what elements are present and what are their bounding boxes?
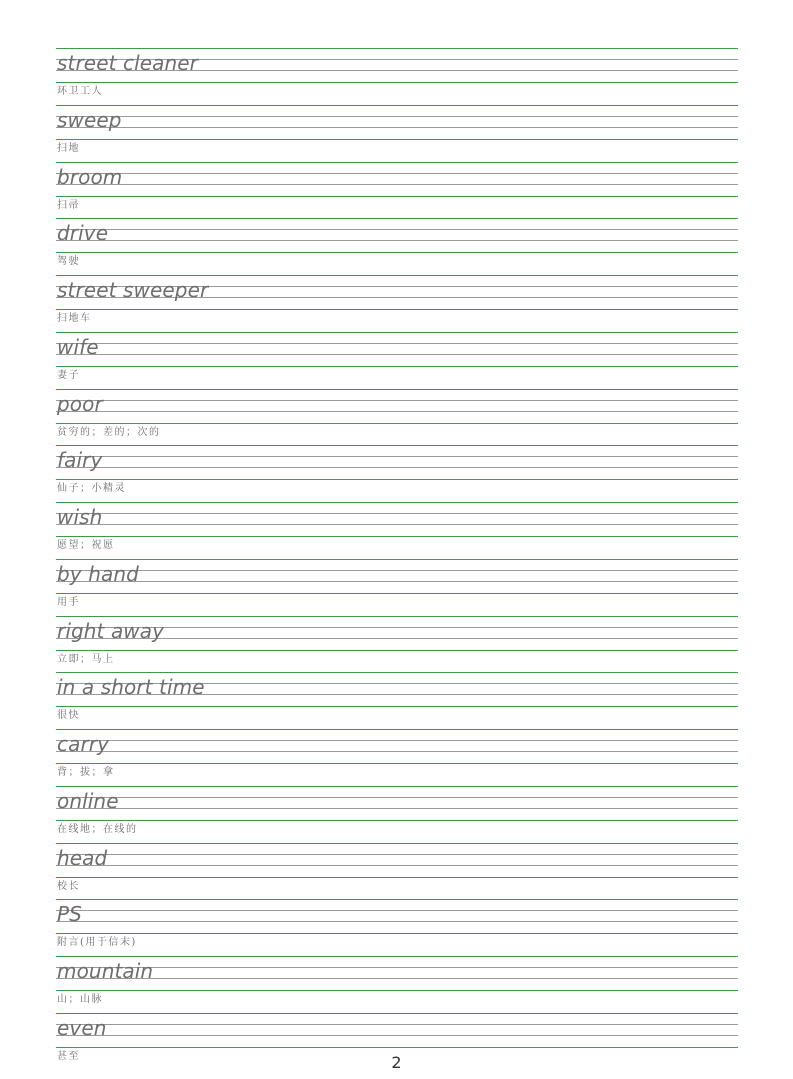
vocabulary-entry [56,105,738,162]
ruling-line [56,389,738,390]
ruling-line [56,921,738,922]
ruling-line [56,797,738,798]
vocabulary-entry [56,786,738,843]
ruling-line [56,162,738,163]
vocabulary-entry [56,956,738,1013]
vocabulary-word: PS [57,902,82,927]
ruling-line [56,559,738,560]
ruling-line [56,956,738,957]
ruling-line [56,354,738,355]
vocabulary-entry [56,729,738,786]
vocabulary-meaning: 扫地车 [57,313,92,324]
ruling-line [56,820,738,821]
ruling-line [56,933,738,934]
ruling-line [56,740,738,741]
vocabulary-word: carry [57,732,110,756]
ruling-line [56,309,738,310]
vocabulary-meaning: 附言(用于信末) [57,937,137,949]
ruling-line [56,536,738,537]
ruling-line [56,616,738,617]
vocabulary-word: in a short time [57,675,205,700]
ruling-line [56,502,738,503]
ruling-line [56,706,738,707]
ruling-line [56,967,738,968]
vocabulary-meaning: 立即；马上 [57,653,115,665]
vocabulary-entry [56,899,738,956]
ruling-line [56,978,738,979]
vocabulary-meaning: 很快 [57,710,80,722]
ruling-line [56,445,738,446]
vocabulary-word: fairy [57,448,103,473]
ruling-line [56,48,738,49]
ruling-line [56,854,738,855]
vocabulary-entry [56,672,738,729]
ruling-line [56,751,738,752]
vocabulary-meaning: 背；拔；拿 [57,767,115,778]
vocabulary-meaning: 仙子；小精灵 [57,483,126,495]
vocabulary-word: head [57,845,108,870]
vocabulary-word: even [57,1015,107,1040]
ruling-line [56,513,738,514]
vocabulary-word: wife [57,334,99,359]
vocabulary-meaning: 愿望；祝愿 [57,540,115,551]
vocabulary-meaning: 扫地 [57,142,80,154]
vocabulary-meaning: 扫帚 [57,199,80,211]
ruling-line [56,570,738,571]
vocabulary-entry [56,275,738,332]
ruling-line [56,127,738,128]
ruling-line [56,467,738,468]
ruling-line [56,843,738,844]
vocabulary-word: poor [57,391,103,416]
vocabulary-word: street cleaner [57,51,199,75]
ruling-line [56,456,738,457]
ruling-line [56,990,738,991]
ruling-line [56,581,738,582]
vocabulary-meaning: 用手 [57,596,80,608]
ruling-line [56,593,738,594]
vocabulary-entry [56,162,738,219]
vocabulary-word: broom [57,164,123,189]
ruling-line [56,252,738,253]
ruling-line [56,240,738,241]
ruling-line [56,524,738,525]
ruling-line [56,1024,738,1025]
vocabulary-meaning: 环卫工人 [57,86,103,97]
ruling-line [56,423,738,424]
ruling-line [56,411,738,412]
vocabulary-word: drive [57,221,109,246]
ruling-line [56,332,738,333]
vocabulary-meaning: 校长 [57,880,80,892]
ruling-line [56,82,738,83]
vocabulary-meaning: 贫穷的；差的；次的 [57,426,161,438]
ruling-line [56,196,738,197]
vocabulary-meaning: 驾驶 [57,256,80,268]
vocabulary-entry [56,389,738,446]
vocabulary-meaning: 在线地；在线的 [57,823,138,835]
vocabulary-entry [56,332,738,389]
ruling-line [56,173,738,174]
ruling-line [56,899,738,900]
ruling-line [56,229,738,230]
vocabulary-word: by hand [57,561,139,586]
ruling-line [56,865,738,866]
vocabulary-word: right away [57,618,165,643]
vocabulary-entry [56,843,738,900]
vocabulary-entry [56,502,738,559]
ruling-line [56,808,738,809]
ruling-line [56,184,738,185]
vocabulary-word: mountain [57,959,154,983]
ruling-line [56,910,738,911]
ruling-line [56,729,738,730]
ruling-line [56,400,738,401]
vocabulary-entry [56,559,738,616]
vocabulary-entry [56,218,738,275]
ruling-line [56,1013,738,1014]
vocabulary-meaning: 甚至 [57,1050,80,1062]
vocabulary-entry [56,616,738,673]
vocabulary-word: online [57,788,119,813]
page-number: 2 [391,1053,402,1072]
ruling-line [56,105,738,106]
vocabulary-word: sweep [57,107,122,132]
ruling-line [56,275,738,276]
vocabulary-word: street sweeper [57,278,209,302]
ruling-line [56,139,738,140]
ruling-line [56,479,738,480]
ruling-line [56,650,738,651]
ruling-line [56,343,738,344]
vocabulary-entry [56,445,738,502]
ruling-line [56,786,738,787]
ruling-line [56,763,738,764]
ruling-line [56,116,738,117]
vocabulary-meaning: 山；山脉 [57,994,103,1005]
vocabulary-entry [56,48,738,105]
ruling-line [56,672,738,673]
ruling-line [56,1047,738,1048]
vocabulary-word: wish [57,505,103,529]
ruling-line [56,366,738,367]
ruling-line [56,877,738,878]
ruling-line [56,1035,738,1036]
vocabulary-meaning: 妻子 [57,369,80,381]
ruling-line [56,218,738,219]
